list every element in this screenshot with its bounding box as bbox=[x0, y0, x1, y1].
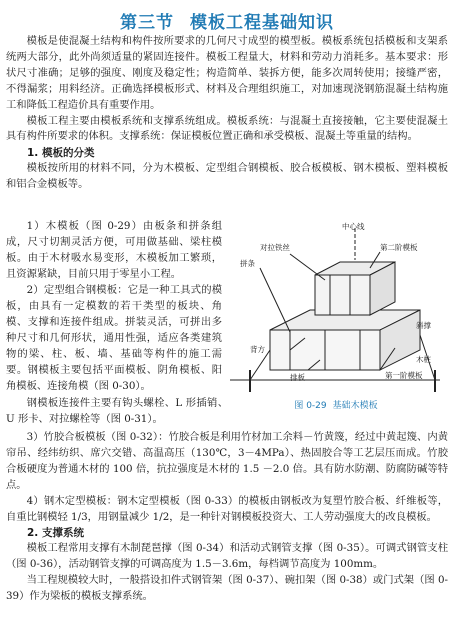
diagonal-brace bbox=[250, 350, 270, 380]
label-batten: 拼条 bbox=[240, 259, 255, 268]
figure-caption-text: 基础木模板 bbox=[332, 401, 378, 411]
leader-line bbox=[290, 254, 325, 280]
lower-block bbox=[6, 430, 448, 605]
steel-wood-paragraph: 4）钢木定型模板：钢木定型模板（图 0-33）的模板由钢板改为复塑竹胶合板、纤维板等，自重比钢模轻 1/3，用钢量减少 1/2，是一种针对钢模板投资大、工人劳动强度大的改良模板。 bbox=[6, 494, 448, 523]
connector-paragraph: 钢模板连接件主要有钩头螺栓、L 形插销、U 形卡、对拉螺栓等（图 0-31）。 bbox=[6, 397, 228, 425]
figure-caption bbox=[230, 398, 448, 411]
section-title: 模板工程基础知识 bbox=[190, 13, 334, 33]
formwork-figure bbox=[230, 220, 448, 425]
wood-formwork-paragraph: 1）木模板（图 0-29）由板条和拼条组成，尺寸切割灵活方便，可用做基础、梁柱模板。由于木材吸水易变形，木模板加工繁琐，且资源紧缺，目前只用于零星小工程。 bbox=[6, 220, 222, 280]
bamboo-plywood-paragraph: 3）竹胶合板模板（图 0-32）：竹胶合板是利用竹材加工余料－竹黄篾，经过中黄起篾、内黄帘吊、经纬纺织、席穴交错、高温高压（130℃，3－4MPa）、热固胶合等工艺层压而成。竹胶合板硬度为普通木材的 100 倍，抗拉强度是木材的 1.5 －2.0 倍。具有防水防潮、防腐防碱等特点。 bbox=[6, 431, 448, 491]
intro-paragraph-1: 模板是使混凝土结构和构件按所要求的几何尺寸成型的模型板。模板系统包括模板和支架系统两大部分，此外尚须适量的紧固连接件。模板工程量大，材料和劳动力消耗多。基本要求：形状尺寸准确；足够的强度、刚度及稳定性；构造简单、装拆方便，能多次周转使用；接缝严密，不得漏浆；用料经济。正确选择模板形式、材料及合理组织施工，对加速现浇钢筋混凝土结构施工和降低工程造价具有重要作用。 bbox=[6, 35, 448, 111]
support-paragraph-1: 模板工程常用支撑有木制琵琶撑（图 0-34）和活动式钢管支撑（图 0-35）。可调式钢管支柱（图 0-36），活动钢管支撑的可调高度为 1.5－3.6m，每档调节高度为 100mm。 bbox=[6, 542, 448, 571]
label-tie-nail: 对拉铁丝 bbox=[260, 243, 290, 252]
label-second-step: 第二阶模板 bbox=[380, 243, 418, 252]
connector-text bbox=[6, 396, 228, 428]
second-step-front bbox=[315, 275, 370, 315]
figure-wrap-text bbox=[6, 218, 222, 394]
label-back-brace: 背方 bbox=[250, 345, 265, 354]
leader-line bbox=[260, 268, 290, 332]
foundation-formwork-drawing bbox=[230, 220, 448, 400]
intro-block bbox=[6, 34, 448, 193]
label-first-step: 第一阶模板 bbox=[385, 371, 423, 380]
steel-formwork-paragraph: 2）定型组合钢模板：它是一种工具式的模板，由具有一定模数的若干类型的板块、角模、支撑和连接件组成。拼装灵活，可拼出多种尺寸和几何形状，通用性强，适应各类建筑物的梁、柱、板、墙、基础等构件的施工需要。钢模板主要包括平面模板、阴角模板、阳角模板、连接角模（图 0-30）。 bbox=[6, 284, 222, 392]
figure-number: 图 0-29 bbox=[294, 401, 327, 411]
section-number: 第三节 bbox=[120, 13, 174, 33]
label-center-line: 中心线 bbox=[342, 222, 365, 231]
label-wood-stake: 木桩 bbox=[416, 355, 431, 364]
support-paragraph-2: 当工程规模较大时，一般搭设扣件式钢管架（图 0-37）、碗扣架（图 0-38）或门式架（图 0-39）作为梁板的模板支撑系统。 bbox=[6, 574, 448, 603]
section-1-heading: 1. 模板的分类 bbox=[27, 147, 95, 160]
intro-paragraph-2: 模板工程主要由模板系统和支撑系统组成。模板系统：与混凝土直接接触，它主要使混凝土具有构件所要求的体积。支撑系统：保证模板位置正确和承受模板、混凝土等重量的结构。 bbox=[6, 114, 448, 143]
section-2-heading: 2. 支撑系统 bbox=[27, 527, 84, 540]
classification-lead: 模板按所用的材料不同，分为木模板、定型组合钢模板、胶合板模板、钢木模板、塑料模板和铝合金模板等。 bbox=[6, 162, 448, 191]
label-diagonal: 斜撑 bbox=[416, 321, 431, 330]
page-title bbox=[0, 8, 454, 33]
label-row-brace: 排板 bbox=[290, 373, 305, 382]
